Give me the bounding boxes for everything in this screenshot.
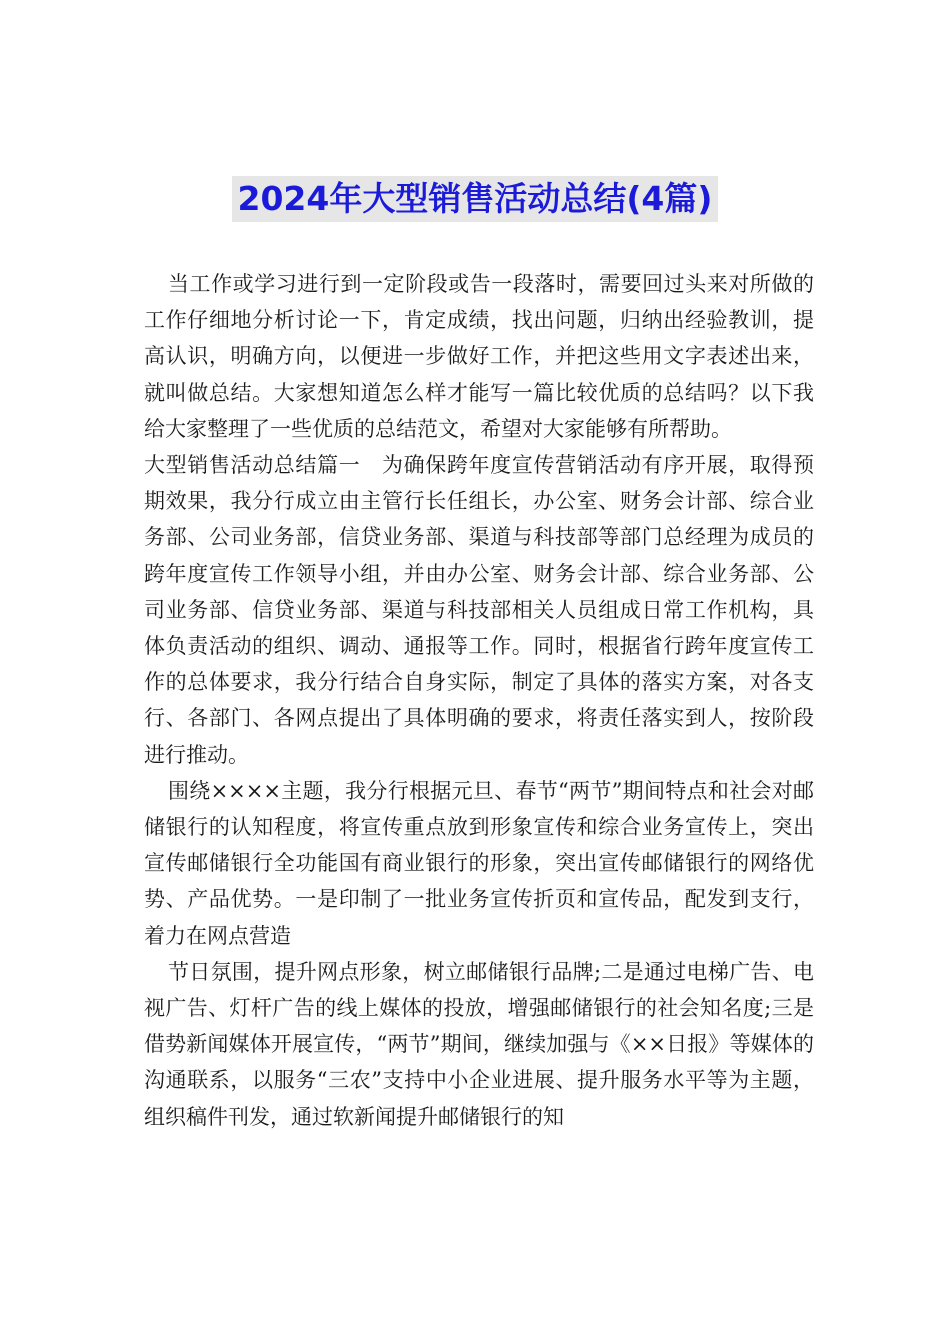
title-container [0, 176, 950, 222]
paragraph-section-one: 大型销售活动总结篇一 为确保跨年度宣传营销活动有序开展，取得预期效果，我分行成立由主管行长任组长，办公室、财务会计部、综合业务部、公司业务部，信贷业务部、渠道与科技部等部门总经理为成员的跨年度宣传工作领导小组，并由办公室、财务会计部、综合业务部、公司业务部、信贷业务部、渠道与科技部相关人员组成日常工作机构，具体负责活动的组织、调动、通报等工作。同时，根据省行跨年度宣传工作的总体要求，我分行结合自身实际，制定了具体的落实方案，对各支行、各部门、各网点提出了具体明确的要求，将责任落实到人，按阶段进行推动。 [144, 453, 814, 767]
document-body [144, 266, 814, 1135]
document-title: 2024年大型销售活动总结(4篇) [232, 176, 719, 222]
paragraph-intro: 当工作或学习进行到一定阶段或告一段落时，需要回过头来对所做的工作仔细地分析讨论一下，肯定成绩，找出问题，归纳出经验教训，提高认识，明确方向，以便进一步做好工作，并把这些用文字表述出来，就叫做总结。大家想知道怎么样才能写一篇比较优质的总结吗？以下我给大家整理了一些优质的总结范文，希望对大家能够有所帮助。 [144, 272, 814, 441]
paragraph-festival: 节日氛围，提升网点形象，树立邮储银行品牌;二是通过电梯广告、电视广告、灯杆广告的线上媒体的投放，增强邮储银行的社会知名度;三是借势新闻媒体开展宣传，“两节”期间，继续加强与《××日报》等媒体的沟通联系，以服务“三农”支持中小企业进展、提升服务水平等为主题，组织稿件刊发，通过软新闻提升邮储银行的知 [144, 959, 814, 1129]
paragraph-theme: 围绕××××主题，我分行根据元旦、春节“两节”期间特点和社会对邮储银行的认知程度，将宣传重点放到形象宣传和综合业务宣传上，突出宣传邮储银行全功能国有商业银行的形象，突出宣传邮储银行的网络优势、产品优势。一是印制了一批业务宣传折页和宣传品，配发到支行，着力在网点营造 [144, 778, 814, 948]
